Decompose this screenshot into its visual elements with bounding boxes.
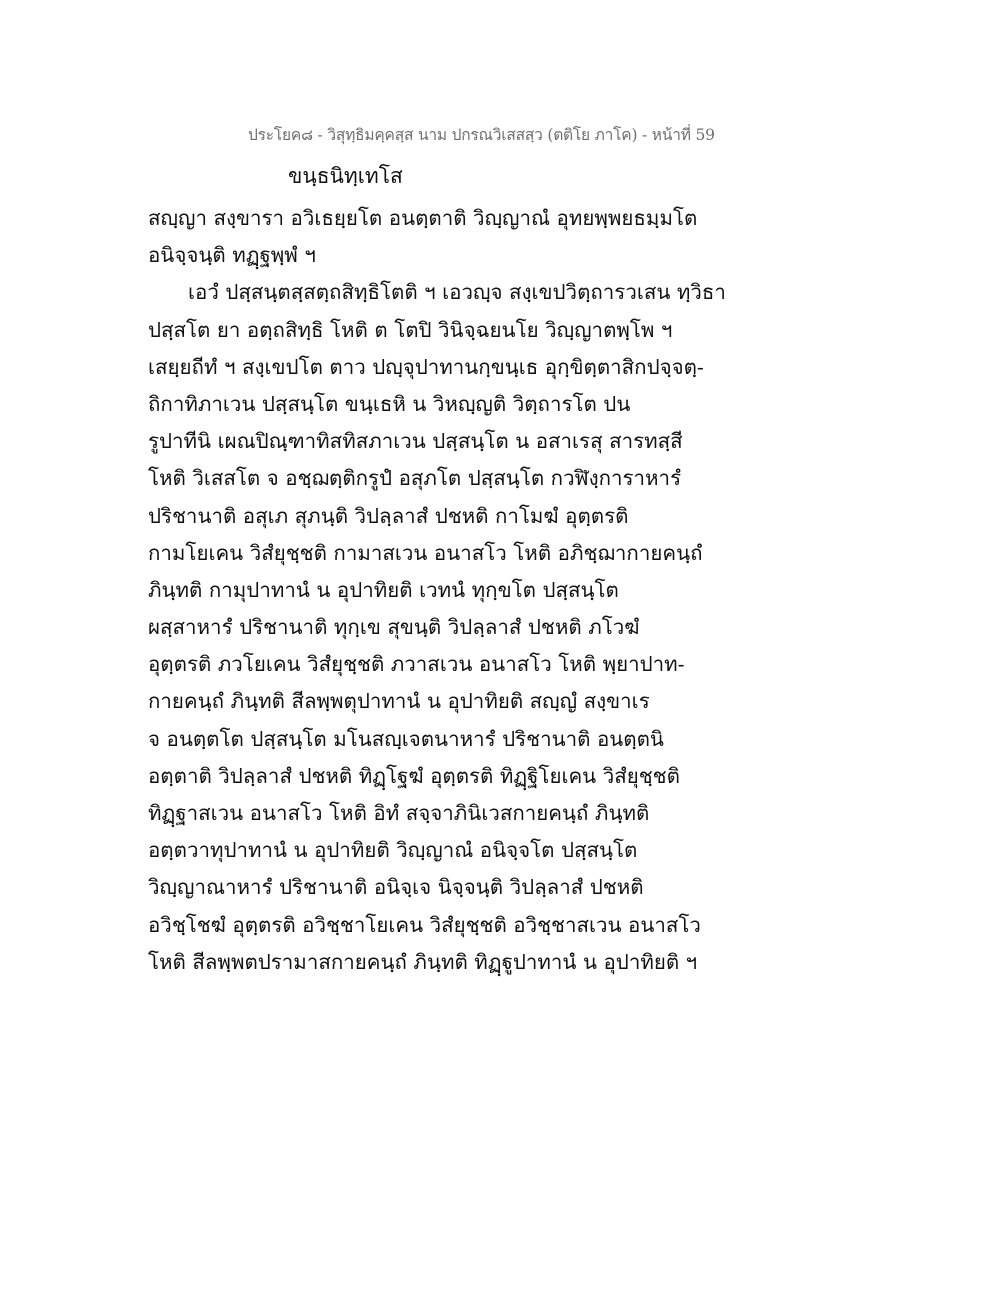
paragraph-first-line: เอวํ ปสฺสนฺตสฺสตฺถสิทฺธิโตติ ฯ เอวญฺจ สงฺเขปวิตฺถารวเสน ทฺวิธา <box>188 280 726 305</box>
text-line: ทิฏฺฐาสเวน อนาสโว โหติ อิทํ สจฺจาภินิเวสกายคนฺถํ ภินฺทติ <box>148 801 650 825</box>
text-line: อุตฺตรติ ภวโยเคน วิสํยุชฺชติ ภวาสเวน อนาสโว โหติ พฺยาปาท- <box>148 652 685 677</box>
text-line: รูปาทีนิ เผณปิณฺฑาทิสทิสภาเวน ปสฺสนฺโต น อสาเรสุ สารทสฺสี <box>148 429 683 454</box>
text-line: จ อนตฺตโต ปสฺสนฺโต มโนสญฺเจตนาหารํ ปริชานาติ อนตฺตนิ <box>148 726 664 751</box>
text-line: สญฺญา สงฺขารา อวิเธยฺยโต อนตฺตาติ วิญฺญาณํ อุทยพฺพยธมฺมโต <box>148 206 698 230</box>
text-line: อนิจฺจนฺติ ทฏฺฐพฺพํ ฯ <box>148 243 316 268</box>
text-line: อตฺตวาทุปาทานํ น อุปาทิยติ วิญฺญาณํ อนิจฺจโต ปสฺสนฺโต <box>148 838 638 863</box>
text-line: ปสฺสโต ยา อตฺถสิทฺธิ โหติ ต โตปิ วินิจฺฉยนโย วิญฺญาตพฺโพ ฯ <box>148 317 673 342</box>
text-line: ถิกาทิภาเวน ปสฺสนฺโต ขนฺเธหิ น วิหญฺญติ วิตฺถารโต ปน <box>148 391 631 416</box>
running-header: ประโยค๘ - วิสุทฺธิมคฺคสฺส นาม ปกรณวิเสสสฺว (ตติโย ภาโค) - หน้าที่ 59 <box>248 126 715 144</box>
text-line: ภินฺทติ กามุปาทานํ น อุปาทิยติ เวทนํ ทุกฺขโต ปสฺสนฺโต <box>148 577 619 602</box>
body-text <box>148 200 726 981</box>
text-line: โหติ สีลพฺพตปรามาสกายคนฺถํ ภินฺทติ ทิฏฺฐูปาทานํ น อุปาทิยติ ฯ <box>148 949 698 974</box>
text-line: กายคนฺถํ ภินฺทติ สีลพฺพตุปาทานํ น อุปาทิยติ สญฺญํ สงฺขาเร <box>148 689 650 714</box>
section-heading: ขนฺธนิทฺเทโส <box>288 164 403 188</box>
text-line: ผสฺสาหารํ ปริชานาติ ทุกฺเข สุขนฺติ วิปลฺลาสํ ปชหติ ภโวฆํ <box>148 615 640 640</box>
text-line: ปริชานาติ อสุเภ สุภนฺติ วิปลฺลาสํ ปชหติ กาโมฆํ อุตฺตรติ <box>148 503 629 528</box>
text-line: อตฺตาติ วิปลฺลาสํ ปชหติ ทิฏฺโฐฆํ อุตฺตรติ ทิฏฺฐิโยเคน วิสํยุชฺชติ <box>148 763 680 788</box>
text-line: วิญฺญาณาหารํ ปริชานาติ อนิจฺเจ นิจฺจนฺติ วิปลฺลาสํ ปชหติ <box>148 875 644 900</box>
text-line: เสยฺยถีทํ ฯ สงฺเขปโต ตาว ปญฺจุปาทานกฺขนฺเธ อุกฺขิตฺตาสิกปจฺจตฺ- <box>148 354 704 379</box>
text-line: กามโยเคน วิสํยุชฺชติ กามาสเวน อนาสโว โหติ อภิชฺฌากายคนฺถํ <box>148 540 703 565</box>
text-line: อวิชฺโชฆํ อุตฺตรติ อวิชฺชาโยเคน วิสํยุชฺชติ อวิชฺชาสเวน อนาสโว <box>148 912 701 937</box>
text-line: โหติ วิเสสโต จ อชฺฌตฺติกรูปํ อสุภโต ปสฺสนฺโต กวฬิงฺการาหารํ <box>148 466 682 491</box>
